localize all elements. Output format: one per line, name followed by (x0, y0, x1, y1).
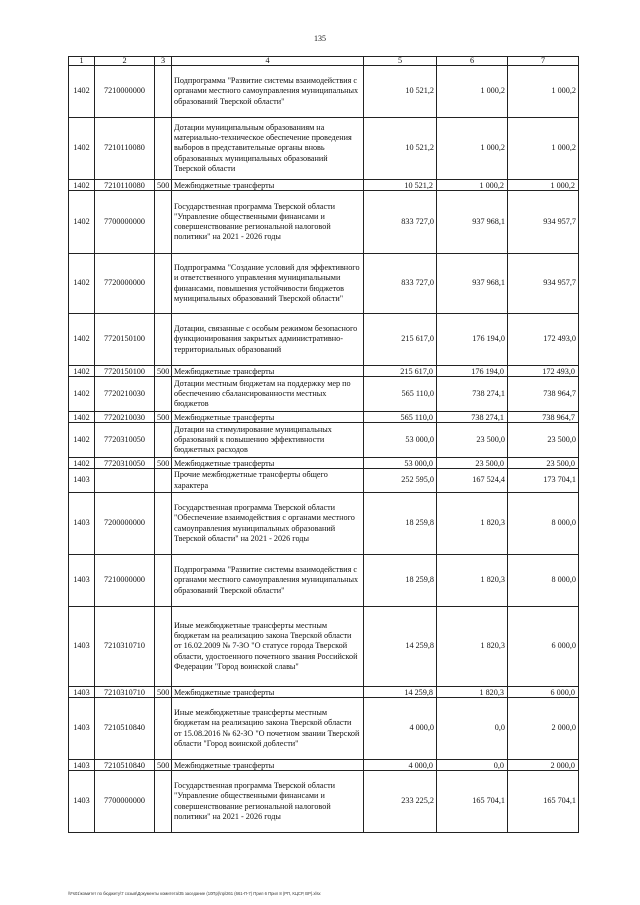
section-code-cell: 1403 (69, 555, 95, 607)
expense-type-cell: 500 (155, 760, 172, 771)
table-row (69, 607, 579, 687)
item-name-cell: Подпрограмма "Развитие системы взаимодействия с органами местного самоуправления муниципальных образований Тверской области" (172, 555, 364, 607)
expense-type-cell (155, 555, 172, 607)
column-number-header-row (69, 57, 579, 66)
target-article-cell: 7720150100 (95, 314, 155, 366)
target-article-cell: 7700000000 (95, 191, 155, 254)
target-article-cell: 7720310050 (95, 423, 155, 458)
amount-2026-cell: 2 000,0 (508, 698, 579, 760)
amount-2025-cell: 167 524,4 (437, 469, 508, 493)
item-name-cell: Государственная программа Тверской области "Управление общественными финансами и совершенствование региональной налоговой политики" на 2021 - 2026 годы (172, 191, 364, 254)
amount-2025-cell: 0,0 (437, 698, 508, 760)
expense-type-cell (155, 191, 172, 254)
amount-2026-cell: 165 704,1 (508, 771, 579, 833)
amount-2024-cell: 14 259,8 (364, 607, 437, 687)
table-row (69, 423, 579, 458)
expense-type-cell (155, 698, 172, 760)
section-code-cell: 1403 (69, 469, 95, 493)
section-code-cell: 1402 (69, 458, 95, 469)
file-path-footer: \\Fs01\комитет по бюджету\7 созыв\Документы комитета\35 заседание (10Пр)\пр\261 (661-П-7) Прил 6 Прил 8 (РП, КЦСР, ВР).xlsx (68, 891, 321, 896)
amount-2024-cell: 833 727,0 (364, 254, 437, 314)
amount-2026-cell: 2 000,0 (508, 760, 579, 771)
section-code-cell: 1402 (69, 314, 95, 366)
section-code-cell: 1402 (69, 191, 95, 254)
target-article-cell: 7720310050 (95, 458, 155, 469)
table-row (69, 555, 579, 607)
item-name-cell: Межбюджетные трансферты (172, 760, 364, 771)
item-name-cell: Подпрограмма "Создание условий для эффективного и ответственного управления муниципальными финансами, повышения устойчивости бюджетов муниципальных образований Тверской области" (172, 254, 364, 314)
expense-type-cell: 500 (155, 366, 172, 377)
item-name-cell: Дотации местным бюджетам на поддержку мер по обеспечению сбалансированности местных бюджетов (172, 377, 364, 412)
table-row (69, 377, 579, 412)
item-name-cell: Иные межбюджетные трансферты местным бюджетам на реализацию закона Тверской области от 16.02.2009 № 7-ЗО "О статусе города Тверской области, удостоенного почетного звания Российской Федерации "Город воинской славы" (172, 607, 364, 687)
target-article-cell: 7210310710 (95, 687, 155, 698)
expense-type-cell (155, 423, 172, 458)
section-code-cell: 1403 (69, 607, 95, 687)
section-code-cell: 1403 (69, 493, 95, 555)
target-article-cell: 7200000000 (95, 493, 155, 555)
table-row (69, 493, 579, 555)
target-article-cell: 7210000000 (95, 66, 155, 118)
expense-type-cell (155, 118, 172, 180)
target-article-cell: 7720000000 (95, 254, 155, 314)
section-code-cell: 1403 (69, 698, 95, 760)
item-name-cell: Межбюджетные трансферты (172, 180, 364, 191)
amount-2026-cell: 172 493,0 (508, 366, 579, 377)
amount-2025-cell: 937 968,1 (437, 254, 508, 314)
expense-type-cell: 500 (155, 687, 172, 698)
column-header-4: 4 (172, 57, 364, 66)
item-name-cell: Государственная программа Тверской области "Обеспечение взаимодействия с органами местного самоуправления муниципальных образований Тверской области" на 2021 - 2026 годы (172, 493, 364, 555)
amount-2025-cell: 1 820,3 (437, 493, 508, 555)
amount-2026-cell: 934 957,7 (508, 191, 579, 254)
item-name-cell: Прочие межбюджетные трансферты общего характера (172, 469, 364, 493)
amount-2026-cell: 934 957,7 (508, 254, 579, 314)
expense-type-cell (155, 314, 172, 366)
amount-2026-cell: 8 000,0 (508, 493, 579, 555)
amount-2025-cell: 0,0 (437, 760, 508, 771)
expense-type-cell (155, 607, 172, 687)
budget-table (68, 56, 579, 833)
amount-2026-cell: 23 500,0 (508, 423, 579, 458)
column-header-3: 3 (155, 57, 172, 66)
target-article-cell: 7210510840 (95, 760, 155, 771)
target-article-cell: 7720210030 (95, 377, 155, 412)
section-code-cell: 1403 (69, 771, 95, 833)
section-code-cell: 1403 (69, 760, 95, 771)
expense-type-cell (155, 469, 172, 493)
amount-2024-cell: 18 259,8 (364, 555, 437, 607)
item-name-cell: Межбюджетные трансферты (172, 687, 364, 698)
section-code-cell: 1402 (69, 180, 95, 191)
target-article-cell: 7210510840 (95, 698, 155, 760)
expense-type-cell: 500 (155, 412, 172, 423)
expense-type-cell (155, 493, 172, 555)
amount-2024-cell: 233 225,2 (364, 771, 437, 833)
table-row (69, 771, 579, 833)
table-row (69, 180, 579, 191)
amount-2026-cell: 173 704,1 (508, 469, 579, 493)
section-code-cell: 1402 (69, 66, 95, 118)
amount-2025-cell: 1 820,3 (437, 607, 508, 687)
amount-2026-cell: 172 493,0 (508, 314, 579, 366)
target-article-cell: 7210310710 (95, 607, 155, 687)
amount-2026-cell: 738 964,7 (508, 412, 579, 423)
amount-2024-cell: 53 000,0 (364, 423, 437, 458)
expense-type-cell (155, 377, 172, 412)
amount-2025-cell: 176 194,0 (437, 314, 508, 366)
amount-2025-cell: 937 968,1 (437, 191, 508, 254)
amount-2026-cell: 1 000,2 (508, 118, 579, 180)
amount-2026-cell: 738 964,7 (508, 377, 579, 412)
column-header-1: 1 (69, 57, 95, 66)
table-row (69, 469, 579, 493)
amount-2024-cell: 565 110,0 (364, 377, 437, 412)
item-name-cell: Межбюджетные трансферты (172, 366, 364, 377)
amount-2025-cell: 1 000,2 (437, 66, 508, 118)
amount-2024-cell: 833 727,0 (364, 191, 437, 254)
amount-2025-cell: 1 000,2 (437, 118, 508, 180)
item-name-cell: Дотации, связанные с особым режимом безопасного функционирования закрытых административно-территориальных образований (172, 314, 364, 366)
table-row (69, 254, 579, 314)
section-code-cell: 1402 (69, 423, 95, 458)
expense-type-cell (155, 771, 172, 833)
expense-type-cell: 500 (155, 180, 172, 191)
section-code-cell: 1403 (69, 687, 95, 698)
amount-2026-cell: 8 000,0 (508, 555, 579, 607)
amount-2025-cell: 1 820,3 (437, 687, 508, 698)
expense-type-cell (155, 254, 172, 314)
amount-2026-cell: 23 500,0 (508, 458, 579, 469)
item-name-cell: Дотации муниципальным образованиям на материально-техническое обеспечение проведения выборов в представительные органы вновь образованных муниципальных образований Тверской области (172, 118, 364, 180)
target-article-cell (95, 469, 155, 493)
item-name-cell: Межбюджетные трансферты (172, 458, 364, 469)
target-article-cell: 7720210030 (95, 412, 155, 423)
table-row (69, 760, 579, 771)
item-name-cell: Дотации на стимулирование муниципальных образований к повышению эффективности бюджетных расходов (172, 423, 364, 458)
section-code-cell: 1402 (69, 412, 95, 423)
page-number: 135 (314, 34, 326, 43)
item-name-cell: Государственная программа Тверской области "Управление общественными финансами и совершенствование региональной налоговой политики" на 2021 - 2026 годы (172, 771, 364, 833)
column-header-5: 5 (364, 57, 437, 66)
amount-2026-cell: 1 000,2 (508, 66, 579, 118)
amount-2024-cell: 14 259,8 (364, 687, 437, 698)
amount-2025-cell: 23 500,0 (437, 423, 508, 458)
column-header-2: 2 (95, 57, 155, 66)
amount-2025-cell: 1 000,2 (437, 180, 508, 191)
amount-2024-cell: 10 521,2 (364, 180, 437, 191)
table-row (69, 687, 579, 698)
amount-2025-cell: 176 194,0 (437, 366, 508, 377)
table-body (69, 66, 579, 833)
table-row (69, 698, 579, 760)
table-row (69, 412, 579, 423)
column-header-7: 7 (508, 57, 579, 66)
target-article-cell: 7210110080 (95, 118, 155, 180)
section-code-cell: 1402 (69, 377, 95, 412)
amount-2026-cell: 1 000,2 (508, 180, 579, 191)
amount-2024-cell: 10 521,2 (364, 118, 437, 180)
target-article-cell: 7210110080 (95, 180, 155, 191)
item-name-cell: Межбюджетные трансферты (172, 412, 364, 423)
table-row (69, 191, 579, 254)
amount-2024-cell: 10 521,2 (364, 66, 437, 118)
item-name-cell: Подпрограмма "Развитие системы взаимодействия с органами местного самоуправления муниципальных образований Тверской области" (172, 66, 364, 118)
table-row (69, 458, 579, 469)
target-article-cell: 7700000000 (95, 771, 155, 833)
expense-type-cell: 500 (155, 458, 172, 469)
target-article-cell: 7210000000 (95, 555, 155, 607)
table-row (69, 66, 579, 118)
item-name-cell: Иные межбюджетные трансферты местным бюджетам на реализацию закона Тверской области от 15.08.2016 № 62-ЗО "О почетном звании Тверской области "Город воинской доблести" (172, 698, 364, 760)
section-code-cell: 1402 (69, 366, 95, 377)
amount-2024-cell: 565 110,0 (364, 412, 437, 423)
amount-2024-cell: 4 000,0 (364, 760, 437, 771)
expense-type-cell (155, 66, 172, 118)
column-header-6: 6 (437, 57, 508, 66)
target-article-cell: 7720150100 (95, 366, 155, 377)
amount-2025-cell: 1 820,3 (437, 555, 508, 607)
amount-2024-cell: 18 259,8 (364, 493, 437, 555)
section-code-cell: 1402 (69, 118, 95, 180)
amount-2024-cell: 252 595,0 (364, 469, 437, 493)
amount-2024-cell: 4 000,0 (364, 698, 437, 760)
amount-2026-cell: 6 000,0 (508, 687, 579, 698)
amount-2025-cell: 165 704,1 (437, 771, 508, 833)
amount-2026-cell: 6 000,0 (508, 607, 579, 687)
amount-2025-cell: 23 500,0 (437, 458, 508, 469)
amount-2024-cell: 215 617,0 (364, 366, 437, 377)
table-row (69, 118, 579, 180)
table-row (69, 314, 579, 366)
amount-2025-cell: 738 274,1 (437, 377, 508, 412)
amount-2025-cell: 738 274,1 (437, 412, 508, 423)
amount-2024-cell: 215 617,0 (364, 314, 437, 366)
section-code-cell: 1402 (69, 254, 95, 314)
table-row (69, 366, 579, 377)
amount-2024-cell: 53 000,0 (364, 458, 437, 469)
